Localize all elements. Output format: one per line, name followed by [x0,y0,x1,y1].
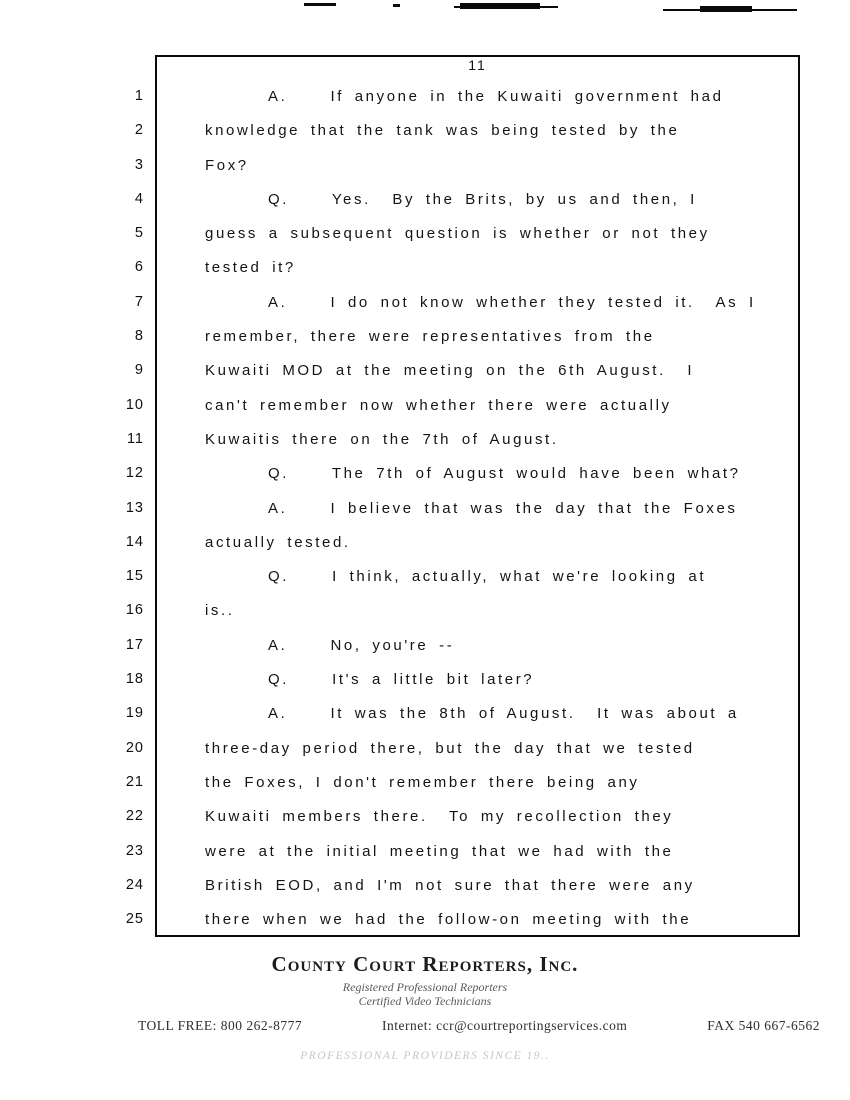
footer-tagline-video: Certified Video Technicians [358,994,492,1008]
transcript-line: British EOD, and I'm not sure that there were any [205,876,695,894]
footer-motto: PROFESSIONAL PROVIDERS SINCE 19.. [300,1050,550,1062]
line-number: 16 [125,602,144,619]
transcript-line: Kuwaiti MOD at the meeting on the 6th August. I [205,362,695,380]
transcript-line: knowledge that the tank was being tested by the [205,122,680,140]
transcript-line: A. It was the 8th of August. It was about a [268,705,739,723]
transcript-line: guess a subsequent question is whether or not they [205,225,710,243]
line-number: 1 [134,88,144,104]
transcript-line: Q. Yes. By the Brits, by us and then, I [268,190,697,208]
line-number: 19 [125,705,144,722]
transcript-line: the Foxes, I don't remember there being any [205,773,640,791]
line-number: 13 [125,499,144,516]
line-number: 7 [134,293,144,310]
line-number: 9 [134,362,144,379]
transcript-line: is.. [205,602,235,620]
line-number: 4 [134,190,144,207]
line-number: 25 [125,911,144,928]
footer-tagline-reporters: Registered Professional Reporters [342,980,508,994]
transcript-line: can't remember now whether there were actually [205,396,672,414]
line-number: 21 [125,773,144,790]
line-number: 15 [125,568,144,585]
transcript-line: A. I do not know whether they tested it. As I [268,293,756,311]
line-number: 12 [125,465,144,482]
footer-contact-row [138,1018,820,1034]
transcript-line: remember, there were representatives from the [205,328,655,346]
line-number: 5 [134,225,144,242]
transcript-line: were at the initial meeting that we had with the [205,842,674,860]
scan-artifact [393,4,400,7]
transcript-line: Q. I think, actually, what we're looking at [268,568,707,586]
line-number: 24 [125,876,144,893]
line-number: 3 [134,156,144,173]
transcript-line: tested it? [205,259,296,277]
line-number: 23 [125,842,144,859]
transcript-line: there when we had the follow-on meeting with the [205,911,692,929]
transcript-line: A. If anyone in the Kuwaiti government had [268,88,724,105]
scan-artifact [460,3,540,9]
line-number-column [104,88,148,945]
line-number: 22 [125,808,144,825]
transcript-line: A. I believe that was the day that the Foxes [268,499,738,517]
line-number: 8 [134,328,144,345]
toll-free-number: TOLL FREE: 800 262-8777 [138,1018,303,1033]
transcript-line: Q. The 7th of August would have been what? [268,465,741,483]
scan-artifact [304,3,336,6]
line-number: 11 [126,430,144,447]
line-number: 10 [125,396,144,413]
court-reporter-company-name: County Court Reporters, Inc. [271,952,579,976]
fax-number: FAX 540 667-6562 [707,1018,820,1033]
transcript-line: Fox? [205,156,249,174]
line-number: 6 [134,259,144,276]
line-number: 14 [125,533,144,550]
transcript-line: three-day period there, but the day that we tested [205,739,695,757]
transcript-line: Kuwaitis there on the 7th of August. [205,430,559,448]
internet-email: Internet: ccr@courtreportingservices.com [382,1018,628,1033]
page-number: 11 [468,57,487,73]
transcript-text [205,88,780,945]
scan-artifact [700,6,752,12]
line-number: 17 [125,636,144,653]
line-number: 18 [125,671,144,688]
transcript-line: Q. It's a little bit later? [268,671,535,689]
line-number: 20 [125,739,144,756]
transcript-line: A. No, you're -- [268,636,455,654]
transcript-line: actually tested. [205,533,351,551]
transcript-line: Kuwaiti members there. To my recollection they [205,808,674,826]
line-number: 2 [134,122,144,139]
